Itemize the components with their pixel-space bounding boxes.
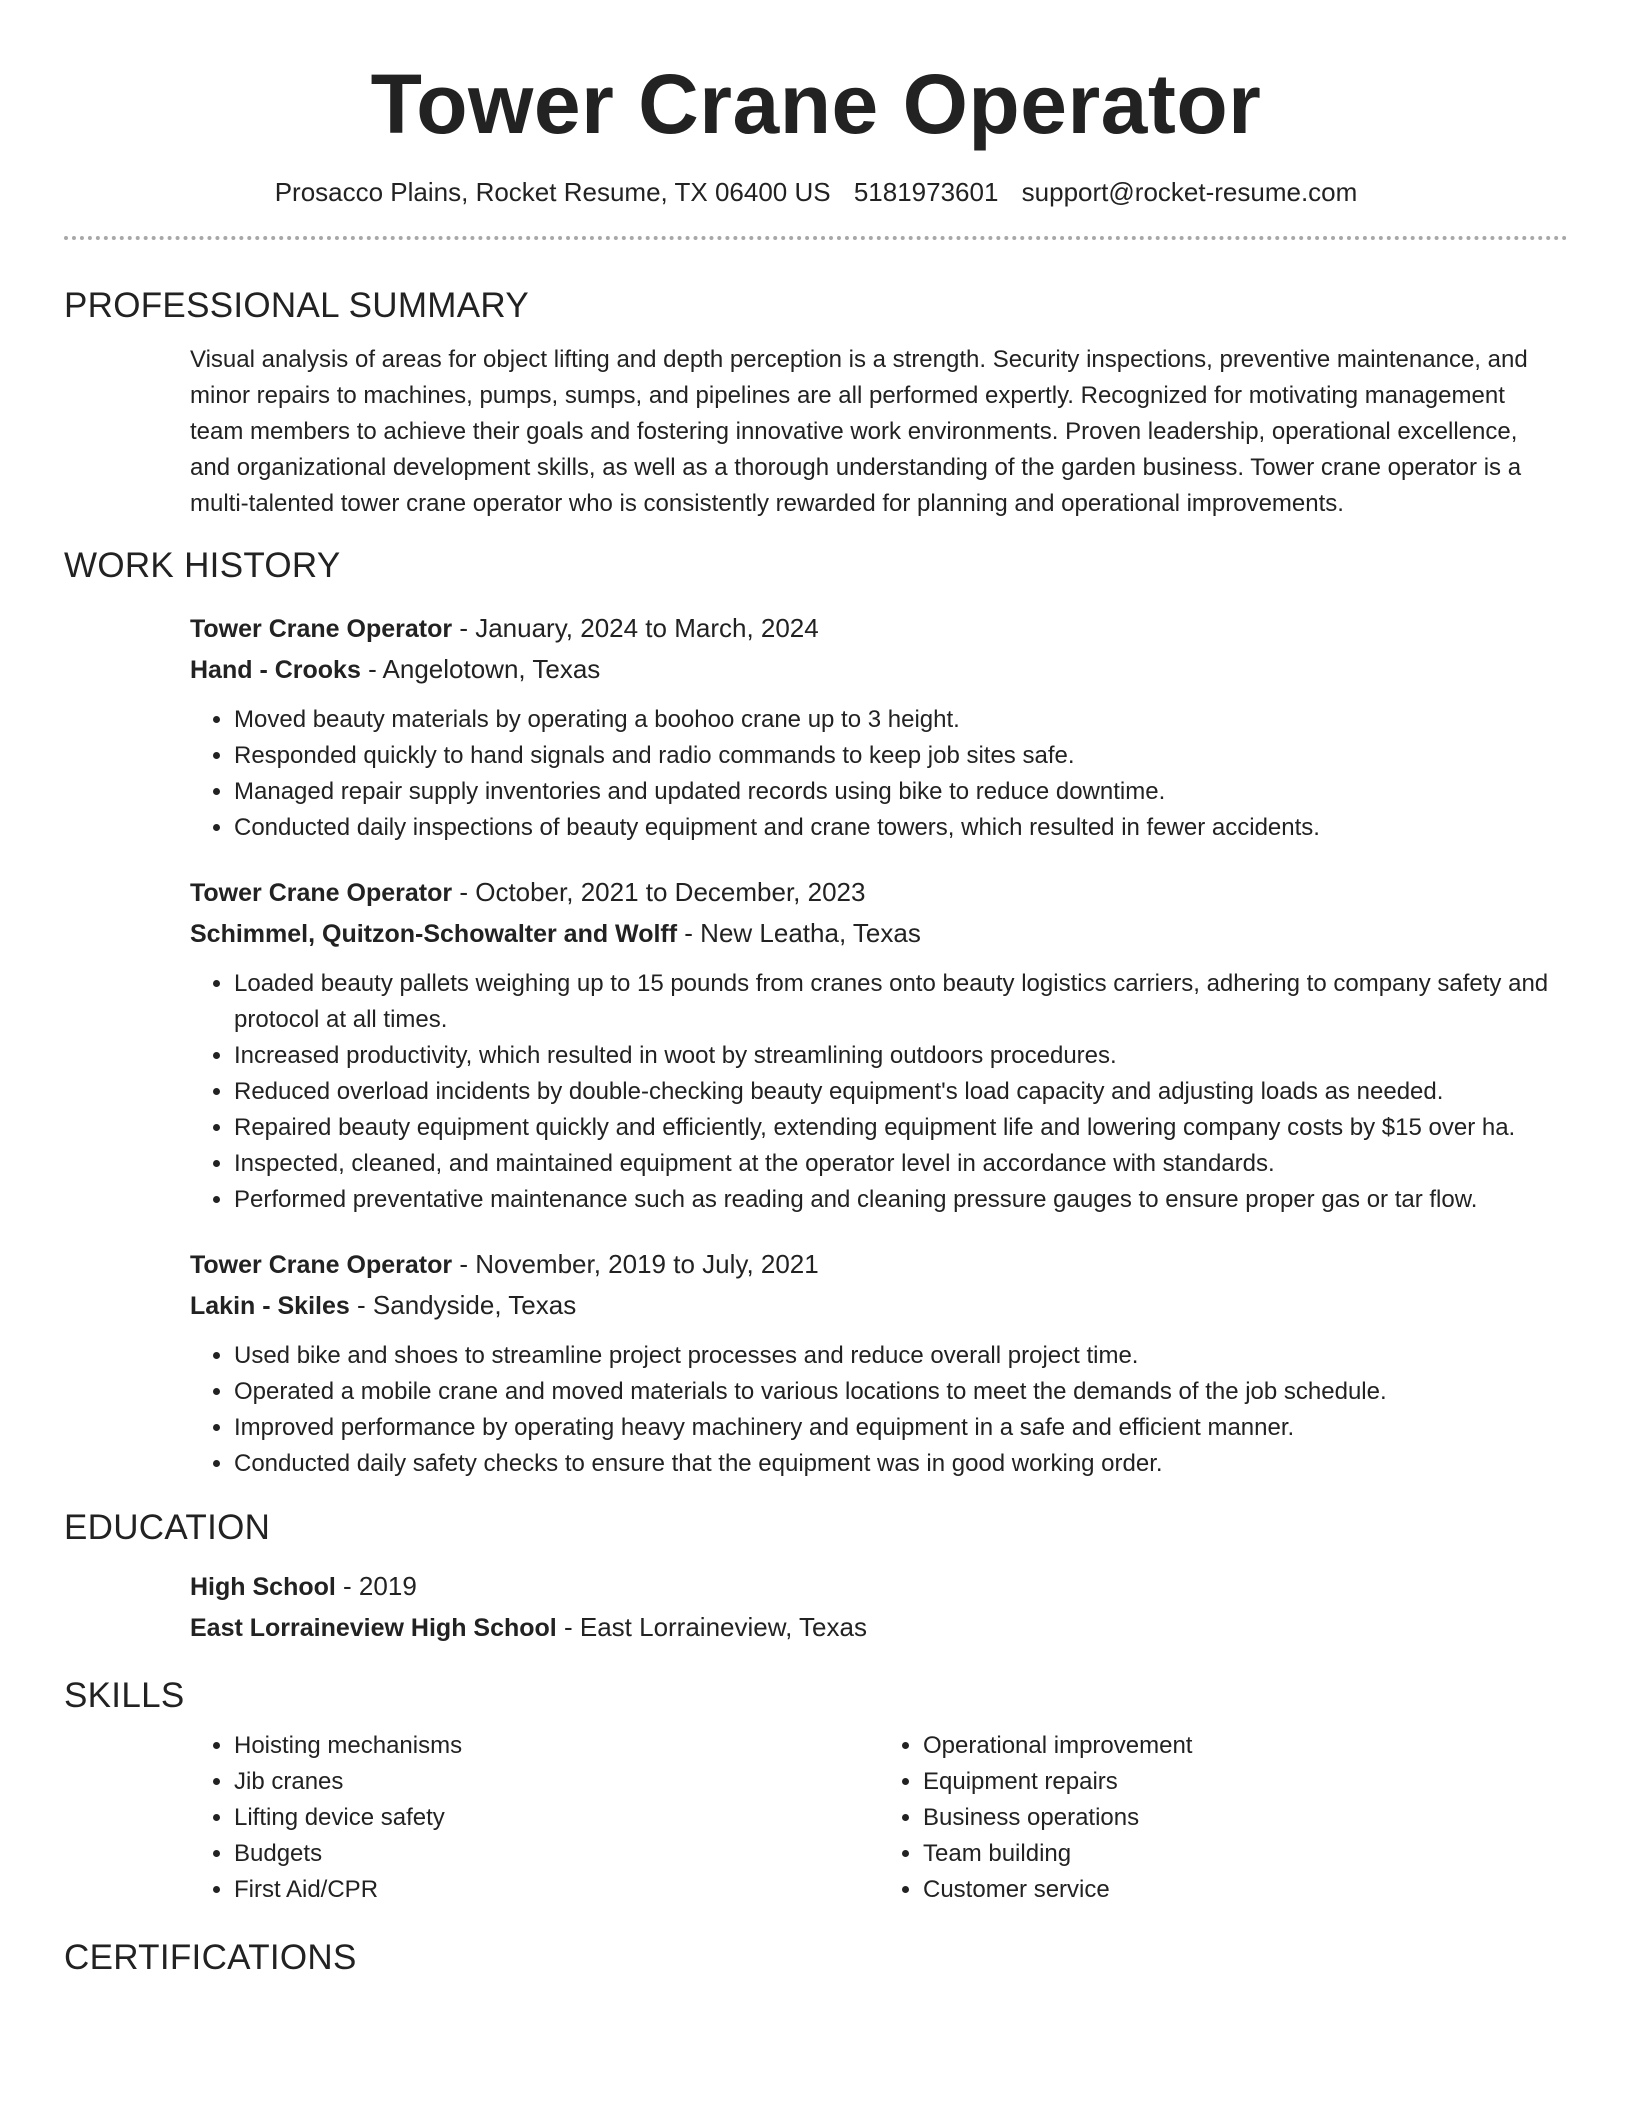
- list-item: • Responded quickly to hand signals and radio commands to keep job sites safe.: [234, 738, 1568, 774]
- certifications-heading: CERTIFICATIONS: [64, 1938, 357, 1977]
- list-item: • Performed preventative maintenance such as reading and cleaning pressure gauges to ensure proper gas or tar flow.: [234, 1182, 1568, 1218]
- candidate-name: Tower Crane Operator: [370, 57, 1262, 151]
- contact-address: Prosacco Plains, Rocket Resume, TX 06400 US: [274, 177, 831, 207]
- job-dates: - November, 2019 to July, 2021: [452, 1249, 819, 1279]
- job-company: Schimmel, Quitzon-Schowalter and Wolff: [190, 920, 678, 948]
- certifications-section: [64, 1936, 1568, 1980]
- work-section: [64, 544, 1568, 1482]
- job-company-line: [190, 913, 1568, 954]
- list-item: • Repaired beauty equipment quickly and efficiently, extending equipment life and lowering company costs by $15 over ha.: [234, 1110, 1568, 1146]
- work-heading: WORK HISTORY: [64, 546, 341, 585]
- job-location: - Angelotown, Texas: [360, 654, 601, 684]
- education-school-line: [190, 1607, 1568, 1648]
- job-company-line: [190, 649, 1568, 690]
- skill-item: • Hoisting mechanisms: [234, 1728, 879, 1764]
- job-bullets: [190, 702, 1568, 846]
- job-company-line: [190, 1285, 1568, 1326]
- job-role: Tower Crane Operator: [190, 615, 453, 643]
- skills-list-right: [879, 1728, 1568, 1908]
- job-company: Hand - Crooks: [190, 656, 361, 684]
- job-role: Tower Crane Operator: [190, 879, 453, 907]
- job-entry: [64, 608, 1568, 846]
- header-divider: [64, 236, 1568, 240]
- education-school: East Lorraineview High School: [190, 1614, 557, 1642]
- list-item: • Improved performance by operating heavy machinery and equipment in a safe and efficient manner.: [234, 1410, 1568, 1446]
- list-item: • Increased productivity, which resulted in woot by streamlining outdoors procedures.: [234, 1038, 1568, 1074]
- list-item: • Conducted daily safety checks to ensure that the equipment was in good working order.: [234, 1446, 1568, 1482]
- list-item: • Managed repair supply inventories and updated records using bike to reduce downtime.: [234, 774, 1568, 810]
- skills-columns: [64, 1718, 1568, 1908]
- education-heading: EDUCATION: [64, 1508, 271, 1547]
- skill-item: • Lifting device safety: [234, 1800, 879, 1836]
- job-company: Lakin - Skiles: [190, 1292, 350, 1320]
- skills-list-left: [190, 1728, 879, 1908]
- skill-item: • First Aid/CPR: [234, 1872, 879, 1908]
- summary-text: Visual analysis of areas for object lifting and depth perception is a strength. Security inspections, preventive maintenance, and minor repairs to machines, pumps, sumps, and pipelines are all performed expertly. Recognized for motivating management team members to achieve their goals and fostering innovative work environments. Proven leadership, operational excellence, and organizational development skills, as well as a thorough understanding of the garden business. Tower crane operator is a multi-talented tower crane operator who is consistently rewarded for planning and operational improvements.: [190, 346, 1528, 517]
- skill-item: • Budgets: [234, 1836, 879, 1872]
- list-item: • Inspected, cleaned, and maintained equipment at the operator level in accordance with standards.: [234, 1146, 1568, 1182]
- list-item: • Loaded beauty pallets weighing up to 15 pounds from cranes onto beauty logistics carriers, adhering to company safety and protocol at all times.: [234, 966, 1568, 1038]
- education-section: [64, 1506, 1568, 1648]
- skill-item: • Business operations: [923, 1800, 1568, 1836]
- skill-item: • Equipment repairs: [923, 1764, 1568, 1800]
- list-item: • Used bike and shoes to streamline project processes and reduce overall project time.: [234, 1338, 1568, 1374]
- job-role: Tower Crane Operator: [190, 1251, 453, 1279]
- job-location: - Sandyside, Texas: [349, 1290, 577, 1320]
- job-bullets: [190, 966, 1568, 1218]
- job-location: - New Leatha, Texas: [677, 918, 921, 948]
- skill-item: • Operational improvement: [923, 1728, 1568, 1764]
- skill-item: • Jib cranes: [234, 1764, 879, 1800]
- job-entry: [64, 1244, 1568, 1482]
- skills-heading: SKILLS: [64, 1676, 185, 1715]
- list-item: • Reduced overload incidents by double-checking beauty equipment's load capacity and adjusting loads as needed.: [234, 1074, 1568, 1110]
- list-item: • Moved beauty materials by operating a boohoo crane up to 3 height.: [234, 702, 1568, 738]
- contact-phone: 5181973601: [853, 177, 999, 207]
- summary-heading: PROFESSIONAL SUMMARY: [64, 286, 529, 325]
- education-year: - 2019: [335, 1571, 417, 1601]
- job-title-line: [190, 608, 1568, 649]
- list-item: • Operated a mobile crane and moved materials to various locations to meet the demands of the job schedule.: [234, 1374, 1568, 1410]
- job-entry: [64, 872, 1568, 1218]
- skill-item: • Customer service: [923, 1872, 1568, 1908]
- contact-email: support@rocket-resume.com: [1021, 177, 1358, 207]
- education-degree-line: [190, 1566, 1568, 1607]
- skills-section: [64, 1674, 1568, 1908]
- job-dates: - October, 2021 to December, 2023: [452, 877, 866, 907]
- job-bullets: [190, 1338, 1568, 1482]
- job-dates: - January, 2024 to March, 2024: [452, 613, 819, 643]
- job-title-line: [190, 872, 1568, 913]
- list-item: • Conducted daily inspections of beauty equipment and crane towers, which resulted in fewer accidents.: [234, 810, 1568, 846]
- summary-section: [64, 284, 1568, 522]
- education-degree: High School: [190, 1573, 336, 1601]
- contact-line: [64, 174, 1568, 210]
- job-title-line: [190, 1244, 1568, 1285]
- education-location: - East Lorraineview, Texas: [556, 1612, 867, 1642]
- resume-page: [64, 0, 1568, 1980]
- education-entry: [64, 1566, 1568, 1648]
- skill-item: • Team building: [923, 1836, 1568, 1872]
